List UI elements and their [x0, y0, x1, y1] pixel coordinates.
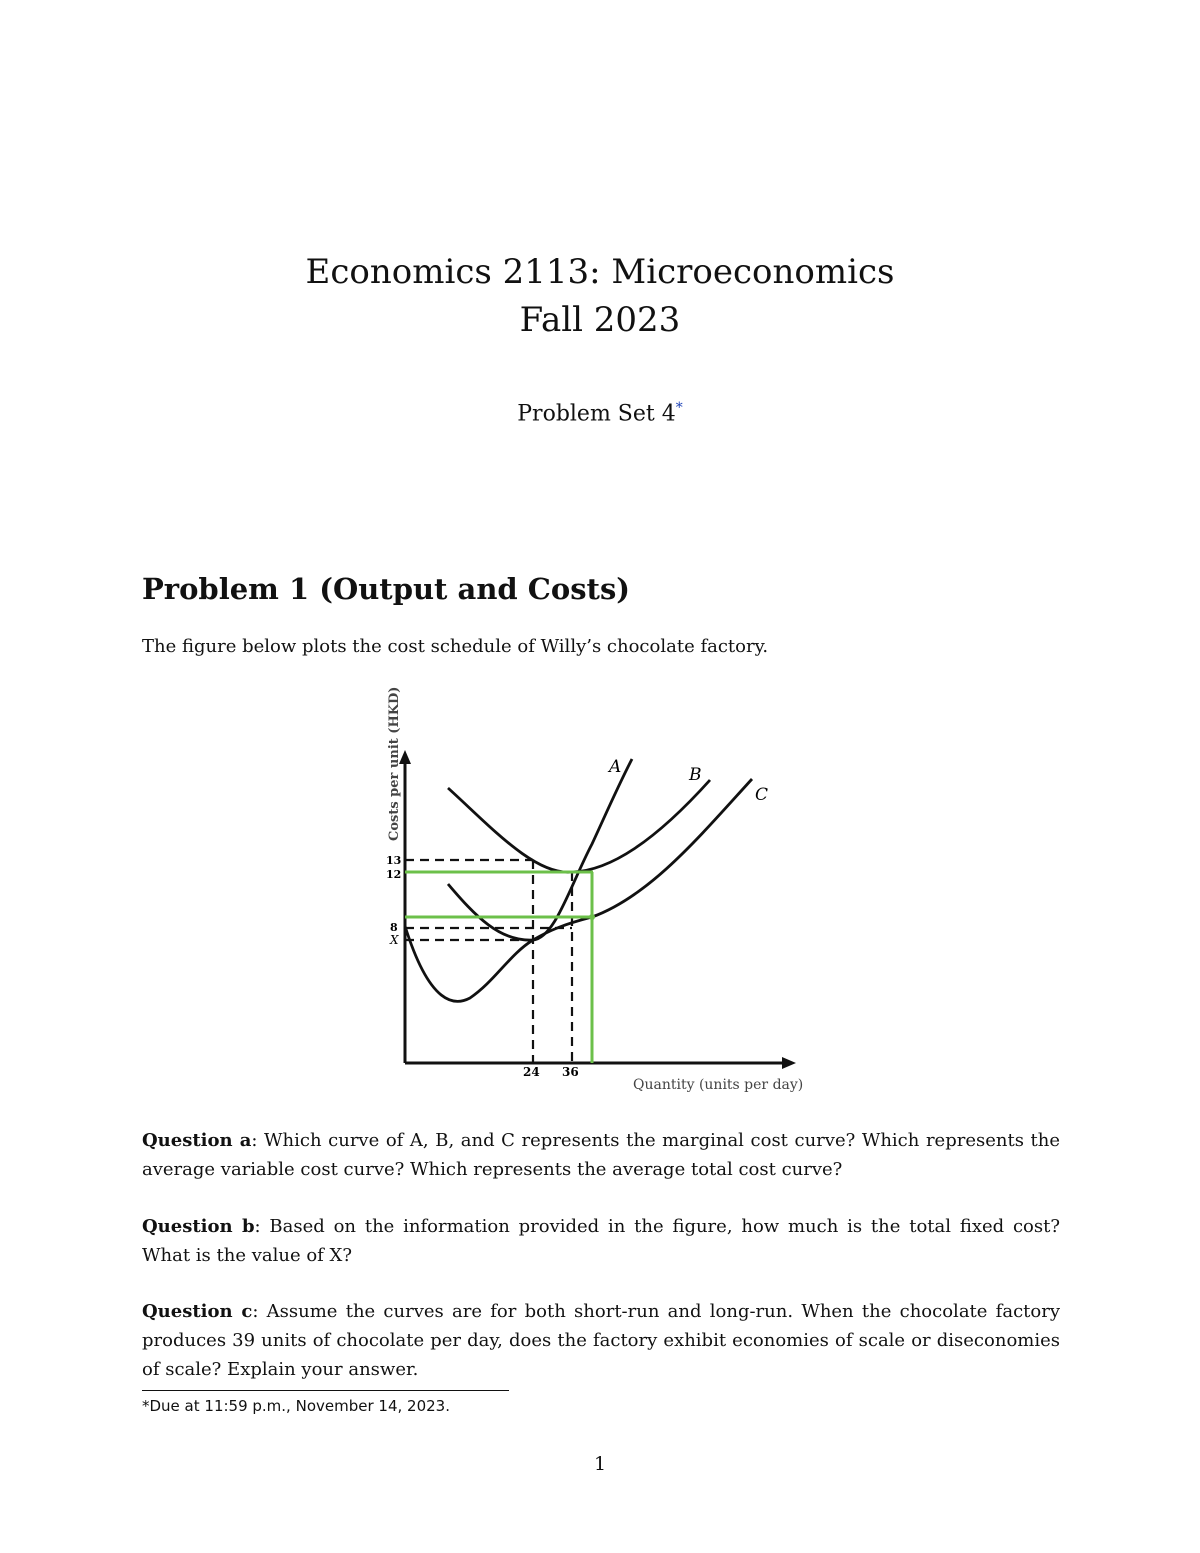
y-tick-12: 12 — [386, 868, 402, 881]
y-tick-8: 8 — [390, 921, 398, 934]
green-point — [589, 914, 595, 920]
question-c-label: Question c — [142, 1301, 253, 1322]
curve-c — [405, 779, 752, 1001]
x-tick-24: 24 — [523, 1065, 540, 1079]
question-a-text: : Which curve of A, B, and C represents the marginal cost curve? Which represents the average variable cost curve? Which represents the average total cost curve? — [142, 1130, 1060, 1180]
question-b-text: : Based on the information provided in the figure, how much is the total fixed cost? What is the value of X? — [142, 1216, 1060, 1266]
question-c-text: : Assume the curves are for both short-run and long-run. When the chocolate factory produces 39 units of chocolate per day, does the factory exhibit economies of scale or diseconomies of scale? Explain your answer. — [142, 1301, 1060, 1380]
curve-b — [448, 780, 710, 872]
y-tick-x: X — [390, 933, 399, 947]
question-b-label: Question b — [142, 1216, 255, 1237]
footnote-marker[interactable]: * — [675, 400, 683, 416]
y-axis-label: Costs per unit (HKD) — [387, 686, 402, 841]
dashed-reference-lines — [405, 860, 572, 1063]
term-title: Fall 2023 — [519, 300, 681, 340]
question-a — [142, 1126, 1060, 1184]
question-b — [142, 1212, 1060, 1270]
page-number: 1 — [593, 1453, 607, 1475]
problem-set-title — [0, 400, 1200, 426]
problem-intro: The figure below plots the cost schedule of Willy’s chocolate factory. — [142, 636, 769, 657]
question-c — [142, 1297, 1060, 1384]
problem-heading: Problem 1 (Output and Costs) — [142, 572, 630, 606]
x-axis-arrow — [782, 1057, 796, 1069]
curve-label-c: C — [755, 785, 769, 805]
y-tick-13: 13 — [386, 854, 402, 867]
question-a-label: Question a — [142, 1130, 252, 1151]
curve-label-a: A — [609, 757, 622, 777]
document-title — [0, 248, 1200, 344]
x-axis-label: Quantity (units per day) — [633, 1077, 804, 1093]
course-title: Economics 2113: Microeconomics — [305, 252, 895, 292]
footnote: *Due at 11:59 p.m., November 14, 2023. — [142, 1397, 450, 1415]
cost-curves-figure — [360, 676, 820, 1096]
curve-label-b: B — [689, 765, 702, 785]
problem-set-label: Problem Set 4 — [517, 401, 676, 427]
x-tick-36: 36 — [562, 1065, 579, 1079]
footnote-rule — [142, 1390, 509, 1391]
